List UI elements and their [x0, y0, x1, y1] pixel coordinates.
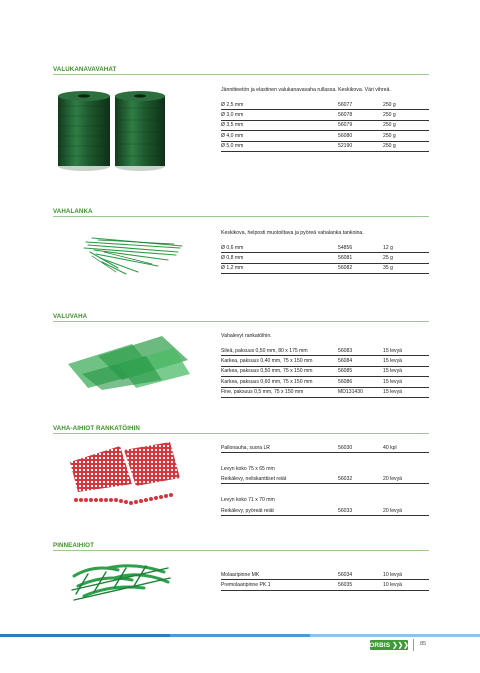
table-row: Sileä, paksuus 0,50 mm, 80 x 175 mm 56083 15 levyä — [221, 346, 429, 356]
table-row: Ø 0,8 mm 56081 25 g — [221, 253, 429, 263]
table-row: Ø 5,0 mm 52190 250 g — [221, 142, 429, 152]
table-row: Ø 3,0 mm 56078 250 g — [221, 110, 429, 120]
product-table-vaha-aihiot-3 — [221, 506, 429, 516]
table-row: Ø 1,2 mm 56082 35 g — [221, 264, 429, 274]
perforated-wax-patterns-image — [66, 440, 186, 508]
product-table-valukanavavahat — [221, 100, 429, 152]
plate-size-note: Levyn koko 75 x 65 mm — [221, 466, 275, 472]
product-table-valuvaha — [221, 346, 429, 398]
section-divider — [53, 216, 429, 217]
table-row: Premolaaripinne PK 1 56035 10 levyä — [221, 580, 429, 590]
table-row: Ø 3,5 mm 56079 250 g — [221, 121, 429, 131]
section-description: Vahalevyt rankatöihin. — [221, 333, 272, 339]
table-row: Fine, paksuus 0,5 mm, 75 x 150 mm MD131430 15 levyä — [221, 388, 429, 398]
clasp-patterns-image — [64, 556, 176, 608]
footer-separator — [413, 639, 414, 651]
section-title-valuvaha: VALUVAHA — [53, 313, 88, 320]
plate-size-note: Levyn koko 71 x 70 mm — [221, 497, 275, 503]
section-title-vaha-aihiot: VAHA-AIHIOT RANKATÖIHIN — [53, 425, 140, 432]
table-row: Reikälevy, neliskanttiset reiät 56032 20 levyä — [221, 474, 429, 484]
section-divider — [53, 550, 429, 551]
table-row: Karkea, paksuus 0,40 mm, 75 x 150 mm 56084 15 levyä — [221, 356, 429, 366]
section-divider — [53, 321, 429, 322]
table-row: Molaaripinne MK 56034 10 levyä — [221, 570, 429, 580]
product-table-pinneaihiot — [221, 570, 429, 591]
section-divider — [53, 433, 429, 434]
table-row: Ø 4,0 mm 56080 250 g — [221, 131, 429, 141]
product-table-vaha-aihiot-2 — [221, 474, 429, 484]
wax-wire-spools-image — [52, 86, 170, 174]
section-description: Keskikova, helposti muotoiltava ja pyöreä vahalanka tankoina. — [221, 230, 364, 236]
section-title-pinneaihiot: PINNEAIHIOT — [53, 542, 94, 549]
section-title-vahalanka: VAHALANKA — [53, 208, 93, 215]
table-row: Karkea, paksuus 0,60 mm, 75 x 150 mm 56086 15 levyä — [221, 377, 429, 387]
orbis-logo: ORBIS ❯❯❯ — [369, 641, 409, 649]
wax-wire-sticks-image — [78, 228, 188, 280]
product-table-vaha-aihiot-1 — [221, 443, 429, 453]
table-row: Ø 2,5 mm 56077 250 g — [221, 100, 429, 110]
table-row: Ø 0,6 mm 54856 12 g — [221, 243, 429, 253]
table-row: Reikälevy, pyöreät reiät 56033 20 levyä — [221, 506, 429, 516]
section-divider — [53, 74, 429, 75]
wax-sheets-image — [62, 330, 192, 392]
section-title-valukanavavahat: VALUKANAVAVAHAT — [53, 66, 117, 73]
footer-color-bar — [0, 634, 480, 637]
table-row: Karkea, paksuus 0,50 mm, 75 x 150 mm 56085 15 levyä — [221, 367, 429, 377]
section-description: Jännitteetön ja elastinen valukanavavaha rullassa. Keskikova. Väri vihreä. — [221, 87, 391, 93]
page-number: 85 — [420, 641, 427, 647]
product-table-vahalanka — [221, 243, 429, 274]
table-row: Pallonauha, suora LR 56030 40 kpl — [221, 443, 429, 453]
